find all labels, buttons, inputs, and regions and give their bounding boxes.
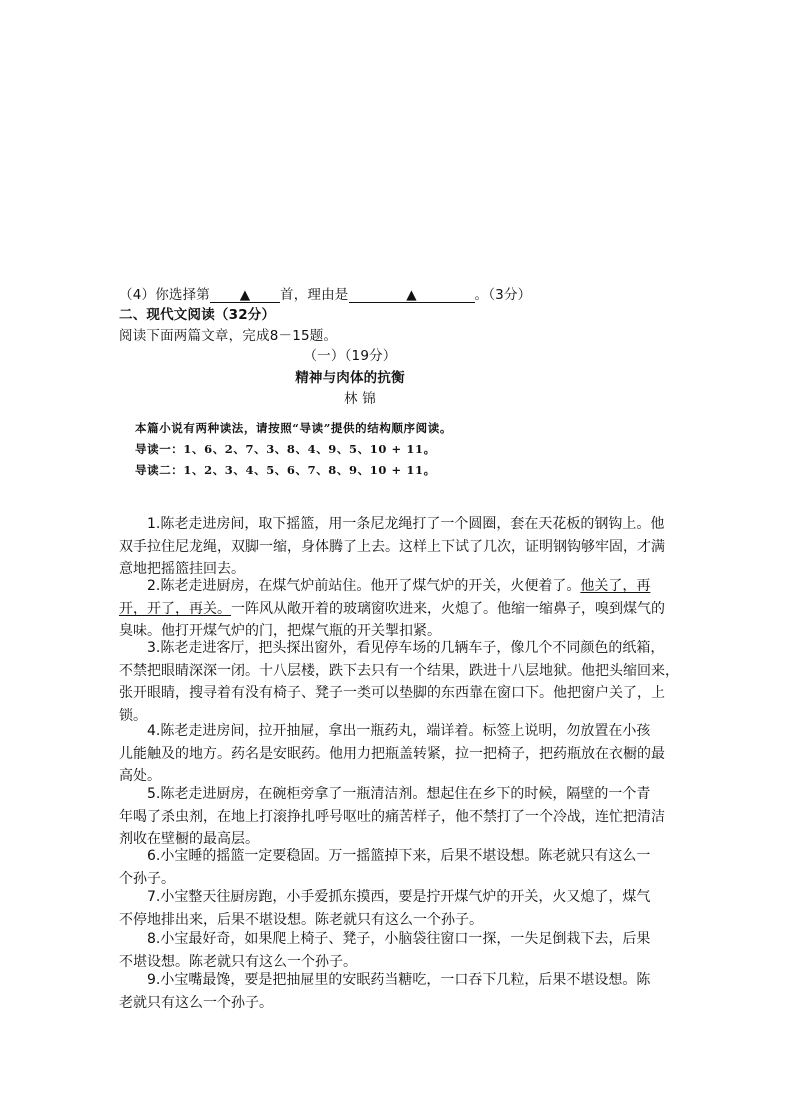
text-line: 高处。: [119, 768, 161, 785]
q4-prefix: （4）你选择第: [119, 287, 210, 303]
q4-mid: 首，理由是: [280, 287, 349, 303]
underlined-text: 他关了，再: [580, 578, 651, 594]
paragraph-4: [119, 720, 679, 788]
underlined-text: 开，开了，再关。: [119, 600, 231, 617]
section-instruction: 阅读下面两篇文章，完成8－15题。: [119, 328, 338, 344]
text-line: [119, 598, 679, 621]
text-line: [119, 575, 679, 598]
article-title: 精神与肉体的抗衡: [295, 370, 405, 386]
text-line: 6.小宝睡的摇篮一定要稳固。万一摇篮掉下来，后果不堪设想。陈老就只有这么一: [119, 848, 651, 864]
text-line: 不禁把眼睛深深一闭。十八层楼，跌下去只有一个结果，跌进十八层地狱。他把头缩回来，: [119, 662, 679, 679]
guide-two: 导读二：1、2、3、4、5、6、7、8、9、10 + 11。: [135, 463, 436, 477]
text-line: 3.陈老走进客厅，把头探出窗外，看见停车场的几辆车子，像几个不同颜色的纸箱，: [119, 640, 665, 656]
paragraph-8: [119, 928, 679, 973]
paragraph-1: [119, 513, 679, 581]
text-line: 8.小宝最好奇，如果爬上椅子、凳子，小脑袋往窗口一探，一失足倒栽下去，后果: [119, 931, 651, 947]
text-line: 老就只有这么一个孙子。: [119, 994, 273, 1011]
guide-intro: 本篇小说有两种读法，请按照“导读”提供的结构顺序阅读。: [135, 421, 452, 435]
q4-suffix: 。（3分）: [474, 287, 532, 303]
triangle-marker: ▲: [406, 287, 417, 303]
text-span: 一阵风从敞开着的玻璃窗吹进来，火熄了。他缩一缩鼻子，嗅到煤气的: [231, 600, 665, 617]
triangle-marker: ▲: [239, 287, 251, 303]
text-line: 5.陈老走进厨房，在碗柜旁拿了一瓶清洁剂。想起住在乡下的时候，隔壁的一个青: [119, 786, 651, 802]
text-span: 2.陈老走进厨房，在煤气炉前站住。他开了煤气炉的开关，火便着了。: [119, 578, 581, 594]
text-line: 意地把摇篮挂回去。: [119, 561, 245, 578]
text-line: 剂收在壁橱的最高层。: [119, 831, 259, 848]
part-label: （一）（19分）: [303, 348, 397, 364]
article-author: 林 锦: [344, 391, 376, 407]
paragraph-6: [119, 845, 679, 890]
text-line: 儿能触及的地方。药名是安眠药。他用力把瓶盖转紧，拉一把椅子，把药瓶放在衣橱的最: [119, 745, 665, 762]
answer-blank-2[interactable]: [349, 288, 475, 303]
section-title: 二、现代文阅读（32分）: [119, 307, 276, 323]
text-line: 9.小宝嘴最馋，要是把抽屉里的安眠药当糖吃，一口吞下几粒，后果不堪设想。陈: [119, 972, 651, 988]
text-line: 1.陈老走进房间，取下摇篮，用一条尼龙绳打了一个圆圈，套在天花板的钢钩上。他: [119, 516, 665, 532]
paragraph-5: [119, 783, 679, 851]
text-line: 锁。: [119, 708, 147, 725]
answer-blank-1[interactable]: [210, 288, 280, 303]
paragraph-3: [119, 637, 679, 728]
question-4: [119, 286, 531, 304]
paragraph-7: [119, 886, 679, 931]
text-line: 7.小宝整天往厨房跑，小手爱抓东摸西，要是拧开煤气炉的开关，火又熄了，煤气: [119, 889, 651, 905]
text-line: 个孙子。: [119, 870, 175, 887]
text-line: 不停地排出来，后果不堪设想。陈老就只有这么一个孙子。: [119, 911, 483, 928]
guide-one: 导读一：1、6、2、7、3、8、4、9、5、10 + 11。: [135, 442, 436, 456]
text-line: 臭味。他打开煤气炉的门，把煤气瓶的开关掣扣紧。: [119, 623, 441, 640]
text-line: 张开眼睛，搜寻着有没有椅子、凳子一类可以垫脚的东西靠在窗口下。他把窗户关了，上: [119, 685, 665, 702]
text-line: 年喝了杀虫剂，在地上打滚挣扎呼号呕吐的痛苦样子，他不禁打了一个冷战，连忙把清洁: [119, 808, 665, 825]
text-line: 双手拉住尼龙绳，双脚一缩，身体腾了上去。这样上下试了几次，证明钢钩够牢固，才满: [119, 538, 665, 555]
text-line: 4.陈老走进房间，拉开抽屉，拿出一瓶药丸，端详着。标签上说明，勿放置在小孩: [119, 723, 651, 739]
paragraph-9: [119, 969, 679, 1014]
paragraph-2: [119, 575, 679, 643]
text-line: 不堪设想。陈老就只有这么一个孙子。: [119, 953, 357, 970]
